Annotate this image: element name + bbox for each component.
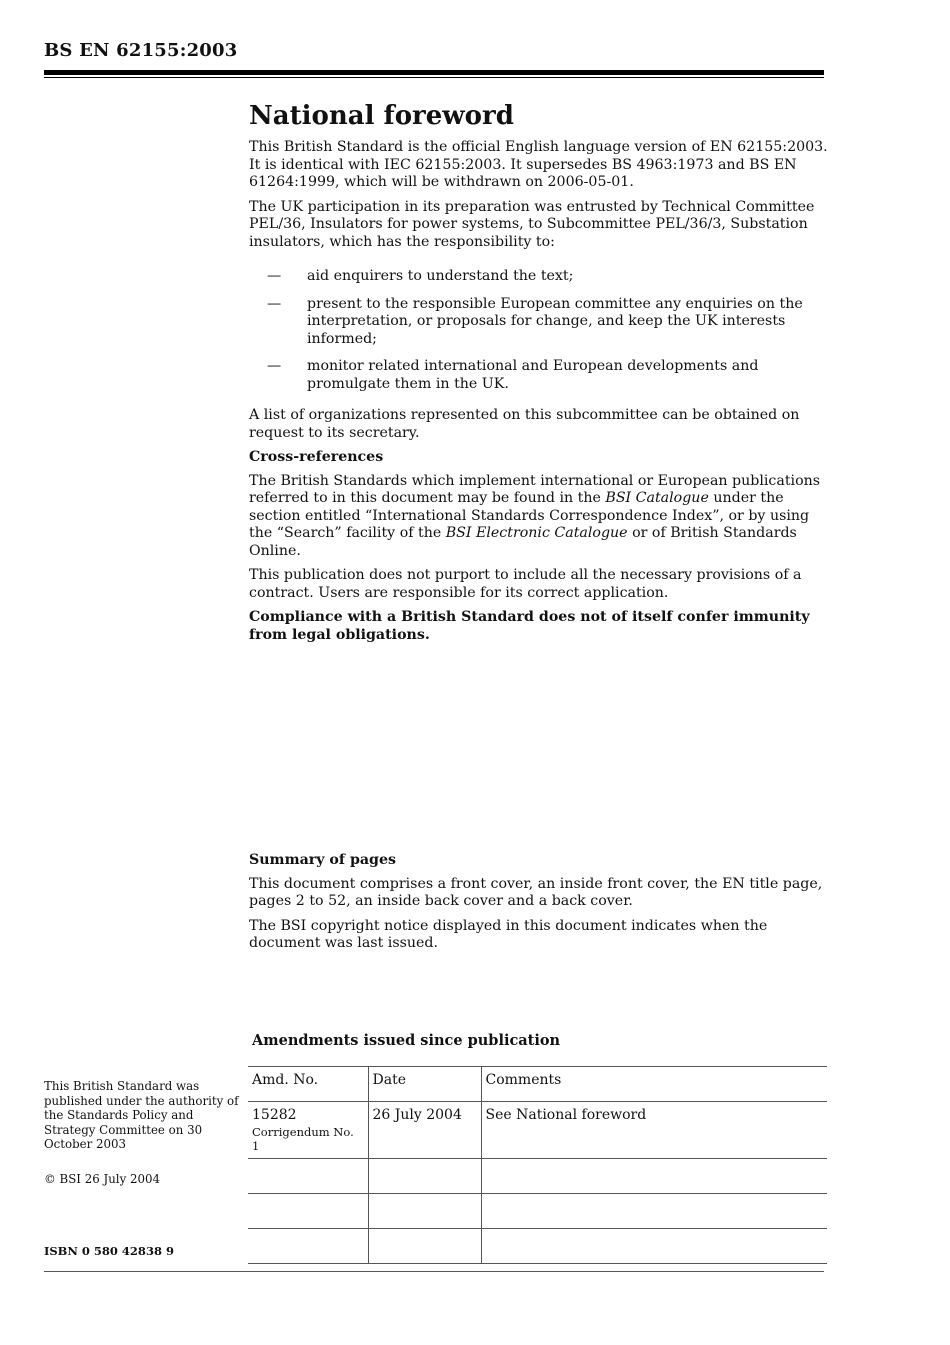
document-identifier: BS EN 62155:2003 xyxy=(44,40,238,61)
list-item-text: present to the responsible European committee any enquiries on the interpretation, or proposals for change, and keep the UK interests informed; xyxy=(307,295,803,347)
empty-cell xyxy=(248,1229,368,1264)
bsi-electronic-catalogue-title: BSI Electronic Catalogue xyxy=(445,525,628,541)
page-title: National foreword xyxy=(249,101,514,131)
column-header-date: Date xyxy=(368,1067,481,1102)
amendments-title: Amendments issued since publication xyxy=(252,1032,561,1049)
responsibility-list xyxy=(249,268,829,393)
crossref-text-3: or of British Standards Online. xyxy=(249,525,797,559)
column-header-comments: Comments xyxy=(481,1067,827,1102)
empty-cell xyxy=(481,1194,827,1229)
copyright-line: © BSI 26 July 2004 xyxy=(44,1172,161,1186)
amd-number: 15282 xyxy=(252,1107,297,1123)
list-marker: — xyxy=(267,295,282,312)
empty-cell xyxy=(481,1159,827,1194)
provisions-paragraph: This publication does not purport to include all the necessary provisions of a contract. Users are responsible for its correct application. xyxy=(249,567,802,601)
summary-heading: Summary of pages xyxy=(249,852,396,868)
bsi-catalogue-title: BSI Catalogue xyxy=(605,490,709,506)
participation-paragraph: The UK participation in its preparation was entrusted by Technical Committee PEL/36, Insulators for power systems, to Subcommittee PEL/36/3, Substation insulators, which has the responsibility to: xyxy=(249,198,815,250)
summary-of-pages-section xyxy=(249,852,829,960)
copyright-notice-paragraph: The BSI copyright notice displayed in this document indicates when the document was last issued. xyxy=(249,917,768,951)
footer-rule xyxy=(44,1271,824,1272)
header-rule-thick xyxy=(44,70,824,75)
amd-note: Corrigendum No. 1 xyxy=(252,1125,354,1153)
empty-cell xyxy=(248,1194,368,1229)
authority-note: This British Standard was published under the authority of the Standards Policy and Strategy Committee on 30 October 2003 xyxy=(44,1079,239,1151)
empty-cell xyxy=(481,1229,827,1264)
empty-cell xyxy=(368,1159,481,1194)
empty-cell xyxy=(368,1229,481,1264)
amd-no-cell xyxy=(248,1102,368,1159)
empty-cell xyxy=(248,1159,368,1194)
table-row-empty xyxy=(248,1159,827,1194)
header-rule-thin xyxy=(44,77,824,78)
column-header-amd-no: Amd. No. xyxy=(248,1067,368,1102)
comments-cell: See National foreword xyxy=(481,1102,827,1159)
table-header-row xyxy=(248,1067,827,1102)
list-marker: — xyxy=(267,268,282,284)
amendments-table xyxy=(248,1066,827,1264)
list-item xyxy=(249,268,829,286)
summary-paragraph: This document comprises a front cover, an inside front cover, the EN title page, pages 2 to 52, an inside back cover and a back cover. xyxy=(249,875,823,909)
table-row-empty xyxy=(248,1194,827,1229)
table-row xyxy=(248,1102,827,1159)
cross-references-paragraph xyxy=(249,473,829,561)
list-item xyxy=(249,358,829,393)
date-cell: 26 July 2004 xyxy=(368,1102,481,1159)
isbn: ISBN 0 580 42838 9 xyxy=(44,1244,174,1258)
national-foreword-section xyxy=(249,100,829,651)
crossref-text-2: under the section entitled “International Standards Correspondence Index”, or by using the “Search” facility of the xyxy=(249,490,810,541)
crossref-text-1: The British Standards which implement international or European publications referred to in this document may be found in the xyxy=(249,472,821,506)
list-item-text: monitor related international and European developments and promulgate them in the UK. xyxy=(307,358,759,392)
table-row-empty xyxy=(248,1229,827,1264)
compliance-statement: Compliance with a British Standard does not of itself confer immunity from legal obligations. xyxy=(249,609,810,643)
list-item-text: aid enquirers to understand the text; xyxy=(307,268,574,284)
cross-references-heading: Cross-references xyxy=(249,449,384,465)
list-item xyxy=(249,296,829,349)
list-marker: — xyxy=(267,358,282,374)
empty-cell xyxy=(368,1194,481,1229)
intro-paragraph: This British Standard is the official English language version of EN 62155:2003. It is identical with IEC 62155:2003. It supersedes BS 4963:1973 and BS EN 61264:1999, which will be withdrawn on 2006-05-01. xyxy=(249,139,828,190)
organizations-paragraph: A list of organizations represented on this subcommittee can be obtained on request to its secretary. xyxy=(249,407,800,441)
